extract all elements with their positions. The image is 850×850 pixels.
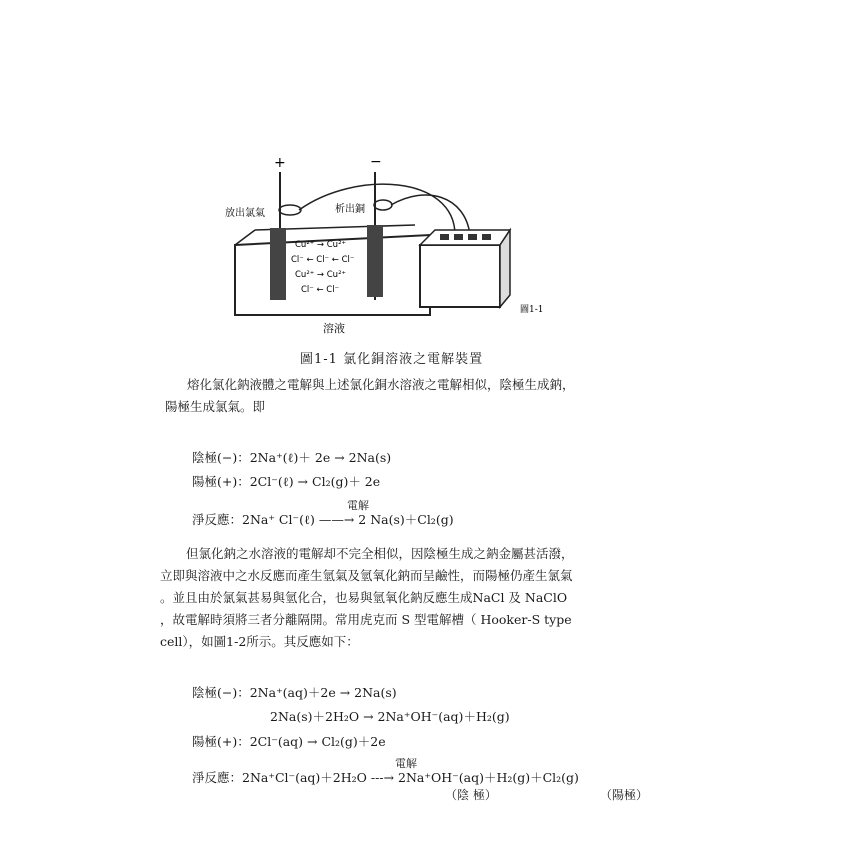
anode-plate: [270, 228, 286, 300]
note-anode: （陽極）: [600, 788, 649, 802]
paragraph-1: [165, 374, 575, 418]
plus-sign: +: [274, 155, 286, 171]
electrolysis-figure: [215, 150, 575, 340]
net-aq-arrow-label: 電解: [395, 757, 417, 770]
anode-clamp: [279, 205, 301, 215]
figure-number-label: 圖1-1: [520, 305, 544, 315]
net-aq-prefix: 淨反應：2Na⁺Cl⁻(aq)＋2H₂O: [192, 770, 367, 785]
paragraph-2-line-1: 但氯化鈉之水溶液的電解却不完全相似，因陰極生成之鈉金屬甚活潑，: [186, 546, 574, 561]
ion-row-4: Cl⁻ ← Cl⁻: [301, 285, 340, 295]
paragraph-1-line-2: 陽極生成氯氣。即: [165, 399, 266, 414]
paragraph-2-line-3: 。並且由於氯氣甚易與氫化合，也易與氫氧化鈉反應生成NaCl 及 NaClO: [160, 590, 568, 605]
note-cathode: （陰 極）: [445, 788, 497, 802]
cathode-plate: [367, 225, 383, 297]
net-melt-arrow-label: 電解: [347, 499, 369, 512]
ion-row-3: Cu²⁺ → Cu²⁺: [295, 270, 346, 280]
net-melt-arrow: ——→: [318, 512, 359, 527]
ion-row-1: Cu²⁺ → Cu²⁺: [295, 240, 346, 250]
anode-gas-label: 放出氯氣: [225, 208, 265, 219]
electrolysis-diagram: [215, 150, 575, 340]
minus-sign: −: [370, 154, 382, 170]
paragraph-2-line-5: cell），如圖1-2所示。其反應如下：: [160, 634, 359, 649]
net-melt-suffix: 2 Na(s)＋Cl₂(g): [358, 512, 454, 527]
equation-cathode-aq: 陰極(−)：2Na⁺(aq)＋2e → 2Na(s): [192, 685, 397, 700]
equation-cathode-aq-2: 2Na(s)＋2H₂O → 2Na⁺OH⁻(aq)＋H₂(g): [270, 709, 510, 724]
battery-body: [420, 245, 500, 307]
battery-side: [500, 230, 510, 307]
paragraph-2-line-2: 立即與溶液中之水反應而產生氫氣及氫氧化鈉而呈鹼性，而陽極仍產生氯氣: [160, 568, 573, 583]
cathode-metal-label: 析出銅: [335, 204, 365, 215]
cathode-clamp: [374, 200, 392, 210]
paragraph-1-line-1: 熔化氯化鈉液體之電解與上述氯化銅水溶液之電解相似，陰極生成鈉，: [187, 377, 575, 392]
equation-net-melt: [192, 510, 454, 528]
net-aq-suffix: 2Na⁺OH⁻(aq)＋H₂(g)＋Cl₂(g): [398, 770, 579, 785]
paragraph-2-line-4: ，故電解時須將三者分離隔開。常用虎克而 S 型電解槽（ Hooker-S type: [160, 612, 572, 627]
tank-edge: [235, 230, 255, 245]
net-melt-prefix: 淨反應：2Na⁺ Cl⁻(ℓ): [192, 512, 315, 527]
ion-row-2: Cl⁻ ← Cl⁻ ← Cl⁻: [291, 255, 355, 265]
equation-cathode-melt: 陰極(−)：2Na⁺(ℓ)＋ 2e → 2Na(s): [192, 450, 392, 465]
equation-anode-aq: 陽極(+)：2Cl⁻(aq) → Cl₂(g)＋2e: [192, 734, 386, 749]
equation-anode-melt: 陽極(+)：2Cl⁻(ℓ) → Cl₂(g)＋ 2e: [192, 474, 381, 489]
battery-top: [420, 230, 510, 245]
figure-caption: 圖1-1 氯化銅溶液之電解裝置: [300, 352, 484, 367]
solution-label: 溶液: [323, 322, 345, 335]
cathode-cable: [391, 195, 470, 235]
paragraph-2: [160, 543, 574, 653]
net-aq-arrow: ---→: [370, 770, 395, 785]
equation-net-aq: [192, 768, 579, 786]
